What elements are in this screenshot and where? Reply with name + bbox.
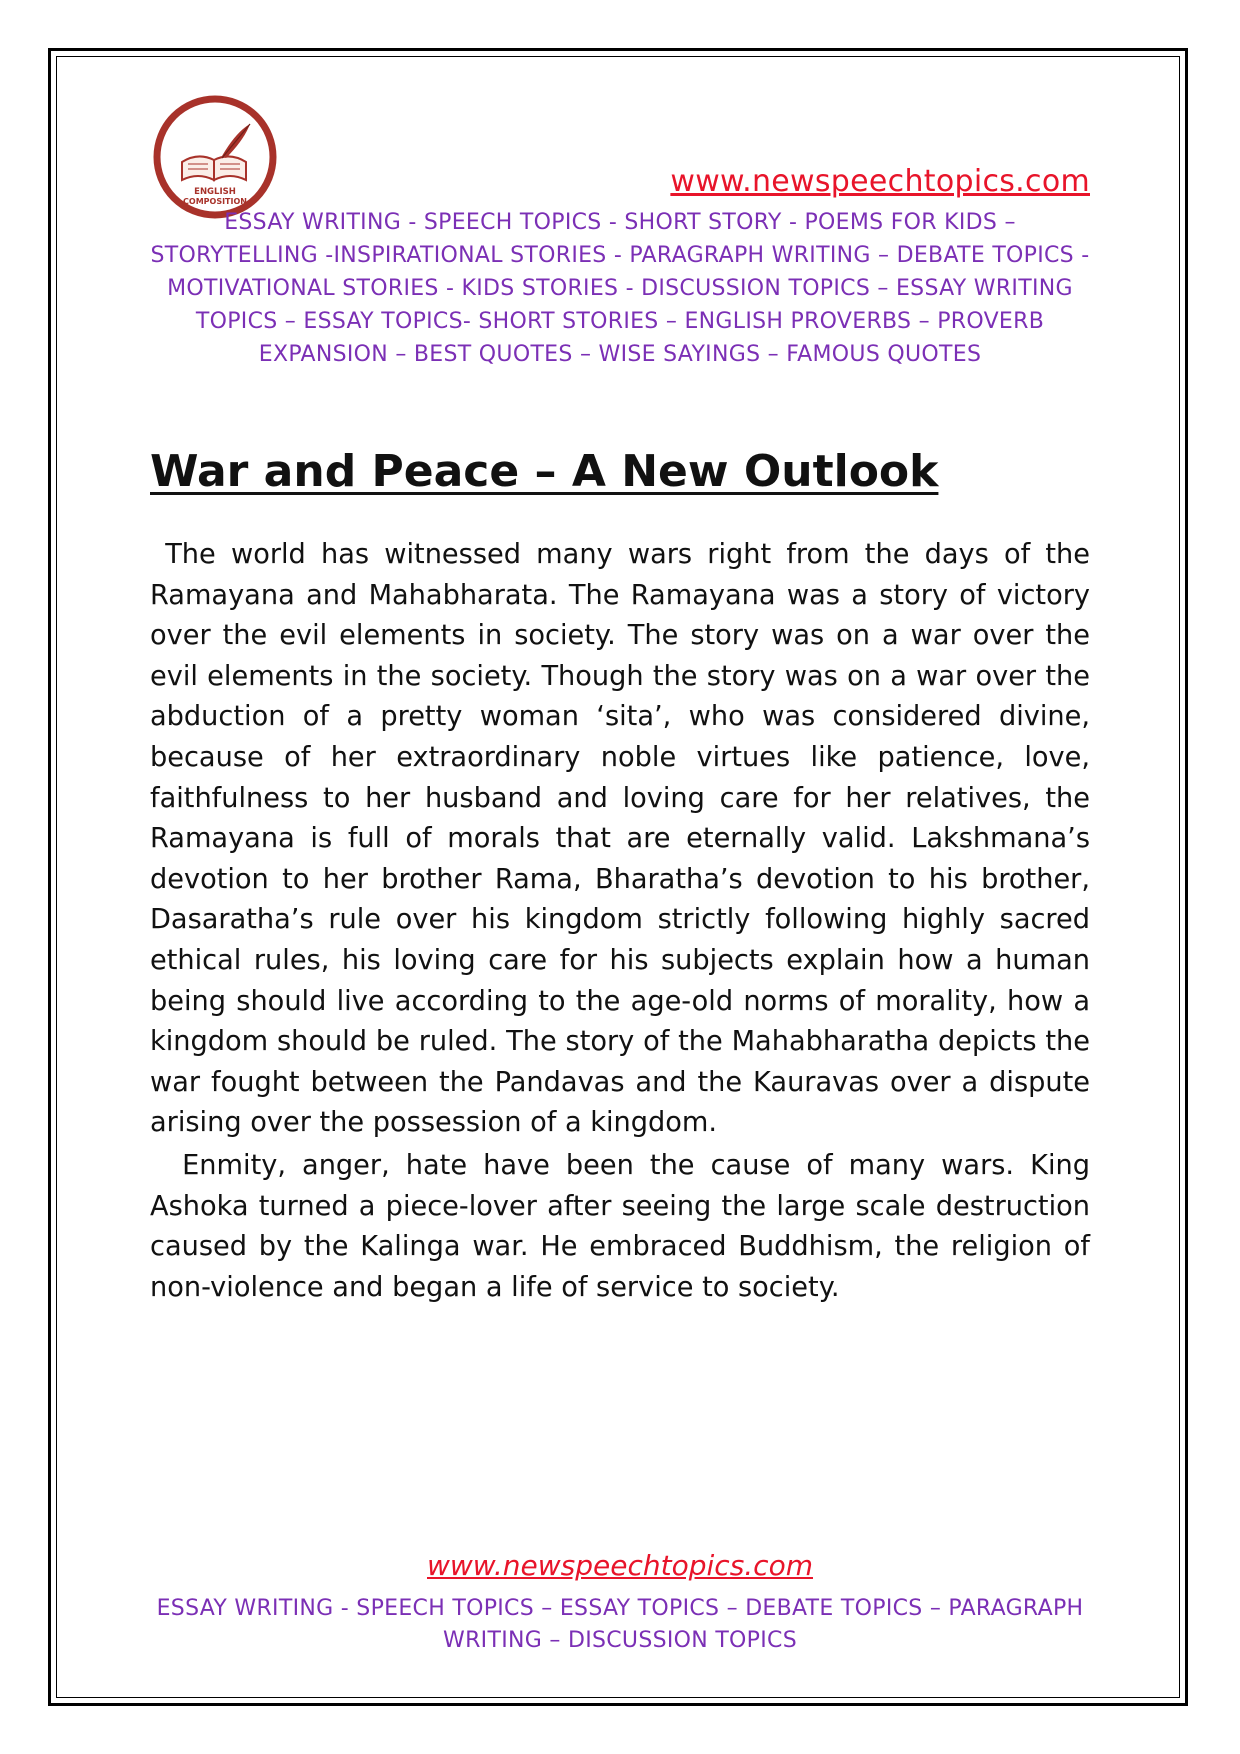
footer-website-link[interactable]: www.newspeechtopics.com: [427, 1549, 813, 1582]
english-composition-logo: [152, 94, 278, 220]
logo-emblem-icon: [152, 94, 278, 220]
header-topic-list: ESSAY WRITING - SPEECH TOPICS - SHORT STORY - POEMS FOR KIDS – STORYTELLING -INSPIRATIONAL STORIES - PARAGRAPH WRITING – DEBATE TOPICS - MOTIVATIONAL STORIES - KIDS STORIES - DISCUSSION TOPICS – ESSAY WRITING TOPICS – ESSAY TOPICS- SHORT STORIES – ENGLISH PROVERBS – PROVERB EXPANSION – BEST QUOTES – WISE SAYINGS – FAMOUS QUOTES: [150, 210, 1090, 367]
article-paragraph-1: The world has witnessed many wars right from the days of the Ramayana and Mahabharata. The Ramayana was a story of victory over the evil elements in society. The story was on a war over the evil elements in the society. Though the story was on a war over the abduction of a pretty woman ‘sita’, who was considered divine, because of her extraordinary noble virtues like patience, love, faithfulness to her husband and loving care for her relatives, the Ramayana is full of morals that are eternally valid. Lakshmana’s devotion to her brother Rama, Bharatha’s devotion to his brother, Dasaratha’s rule over his kingdom strictly following highly sacred ethical rules, his loving care for his subjects explain how a human being should live according to the age-old norms of morality, how a kingdom should be ruled. The story of the Mahabharatha depicts the war fought between the Pandavas and the Kauravas over a dispute arising over the possession of a kingdom.: [150, 539, 1090, 1139]
header-website-link[interactable]: www.newspeechtopics.com: [670, 164, 1090, 199]
article-paragraph-2: Enmity, anger, hate have been the cause of many wars. King Ashoka turned a piece-lover after seeing the large scale destruction caused by the Kalinga war. He embraced Buddhism, the religion of non-violence and began a life of service to society.: [150, 1150, 1090, 1303]
article-title: War and Peace – A New Outlook: [150, 446, 939, 497]
svg-text:COMPOSITION: COMPOSITION: [183, 197, 247, 206]
svg-text:ENGLISH: ENGLISH: [194, 187, 236, 197]
footer-topic-list: ESSAY WRITING - SPEECH TOPICS – ESSAY TOPICS – DEBATE TOPICS – PARAGRAPH WRITING – DISCUSSION TOPICS: [156, 1596, 1084, 1653]
